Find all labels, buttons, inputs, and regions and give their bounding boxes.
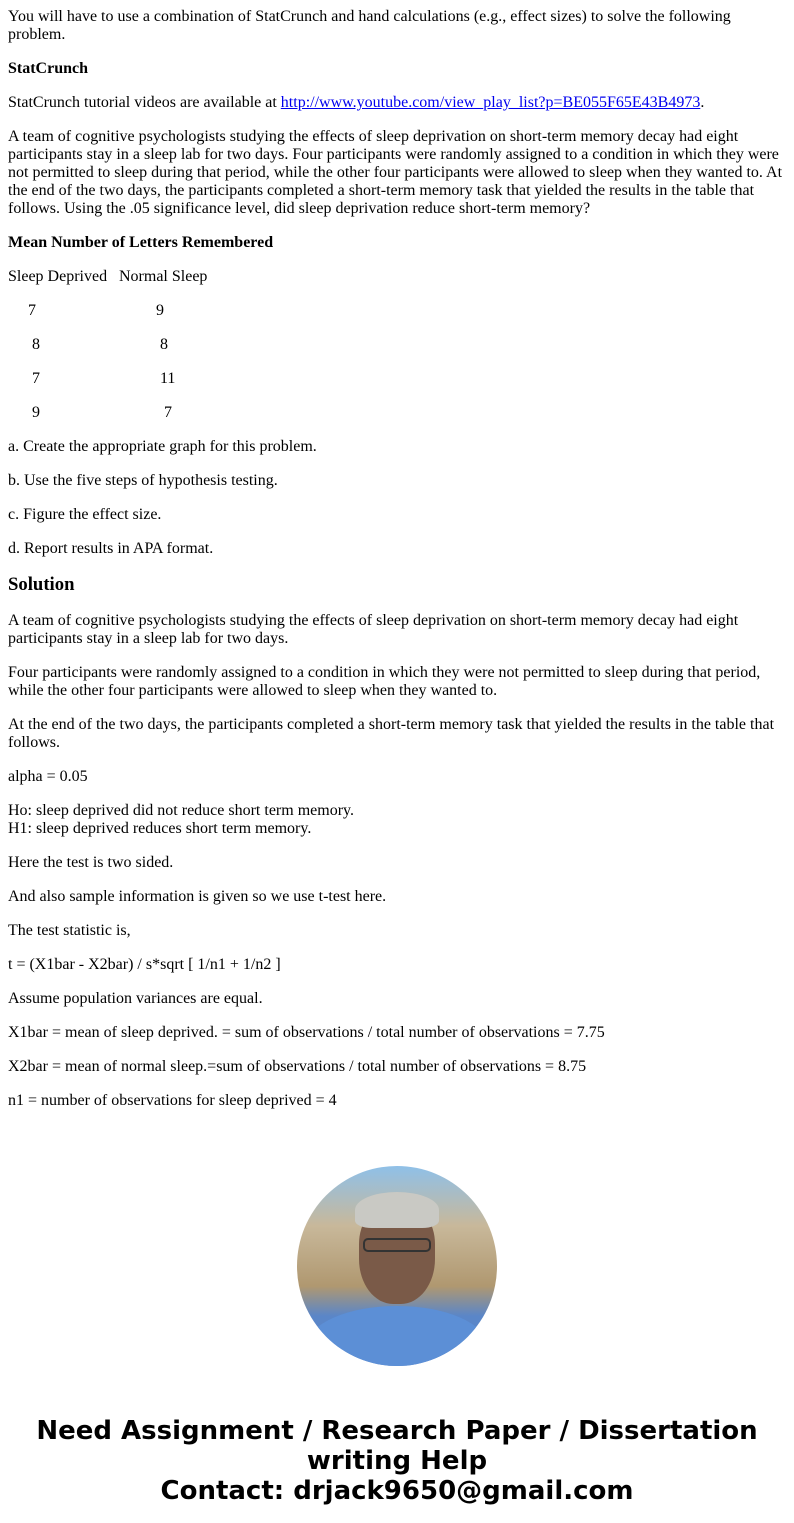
statcrunch-heading: StatCrunch — [8, 60, 89, 77]
cell: 8 — [160, 336, 168, 353]
cell: 7 — [164, 404, 172, 421]
cell: 9 — [156, 302, 164, 319]
solution-paragraph: At the end of the two days, the participants completed a short-term memory task that yielded the results in the table that follows. — [8, 716, 775, 751]
intro-text: You will have to use a combination of StatCrunch and hand calculations (e.g., effect sizes) to solve the following problem. — [8, 8, 731, 43]
question-a: a. Create the appropriate graph for this problem. — [8, 438, 317, 455]
solution-paragraph: n1 = number of observations for sleep deprived = 4 — [8, 1092, 337, 1109]
header-sleep-deprived: Sleep Deprived — [8, 268, 108, 285]
alt-hypothesis: H1: sleep deprived reduces short term memory. — [8, 820, 312, 837]
table-row — [8, 370, 786, 388]
solution-paragraph: X1bar = mean of sleep deprived. = sum of observations / total number of observations = 7.75 — [8, 1024, 605, 1041]
table-title: Mean Number of Letters Remembered — [8, 234, 274, 251]
footer-banner — [8, 1416, 786, 1506]
tutorial-prefix: StatCrunch tutorial videos are available at — [8, 94, 281, 111]
solution-paragraph: Assume population variances are equal. — [8, 990, 263, 1007]
cell: 9 — [32, 404, 40, 421]
solution-heading: Solution — [8, 574, 75, 595]
cell: 7 — [32, 370, 40, 387]
question-c: c. Figure the effect size. — [8, 506, 162, 523]
header-normal-sleep: Normal Sleep — [119, 268, 208, 285]
solution-paragraph: Here the test is two sided. — [8, 854, 174, 871]
tutorial-link[interactable]: http://www.youtube.com/view_play_list?p=BE055F65E43B4973 — [280, 94, 701, 111]
cell: 7 — [28, 302, 36, 319]
tutorial-suffix: . — [700, 94, 705, 111]
formula: t = (X1bar - X2bar) / s*sqrt [ 1/n1 + 1/n2 ] — [8, 956, 281, 973]
solution-paragraph: A team of cognitive psychologists studying the effects of sleep deprivation on short-term memory decay had eight participants stay in a sleep lab for two days. — [8, 612, 739, 647]
alpha-text: alpha = 0.05 — [8, 768, 88, 785]
hypotheses — [8, 802, 786, 838]
table-row — [8, 404, 786, 422]
cell: 8 — [32, 336, 40, 353]
solution-paragraph: Four participants were randomly assigned to a condition in which they were not permitted to sleep during that period, while the other four participants were allowed to sleep when they wanted to. — [8, 664, 761, 699]
tutorial-text — [8, 94, 786, 112]
table-row — [8, 302, 786, 320]
table-header-row — [8, 268, 786, 286]
question-b: b. Use the five steps of hypothesis testing. — [8, 472, 278, 489]
table-row — [8, 336, 786, 354]
solution-paragraph: The test statistic is, — [8, 922, 131, 939]
solution-paragraph: And also sample information is given so we use t-test here. — [8, 888, 387, 905]
solution-paragraph: X2bar = mean of normal sleep.=sum of observations / total number of observations = 8.75 — [8, 1058, 587, 1075]
problem-text: A team of cognitive psychologists studying the effects of sleep deprivation on short-term memory decay had eight participants stay in a sleep lab for two days. Four participants were randomly assigned to a condition in which they were not permitted to sleep during that period, while the other four participants were allowed to sleep when they wanted to. At the end of the two days, the participants completed a short-term memory task that yielded the results in the table that follows. Using the .05 significance level, did sleep deprivation reduce short-term memory? — [8, 128, 783, 217]
question-d: d. Report results in APA format. — [8, 540, 214, 557]
footer-contact: Contact: drjack9650@gmail.com — [160, 1476, 634, 1506]
author-photo — [297, 1166, 497, 1366]
cell: 11 — [160, 370, 176, 387]
null-hypothesis: Ho: sleep deprived did not reduce short term memory. — [8, 802, 354, 819]
footer-help-text: Need Assignment / Research Paper / Dissertation writing Help — [36, 1416, 758, 1476]
